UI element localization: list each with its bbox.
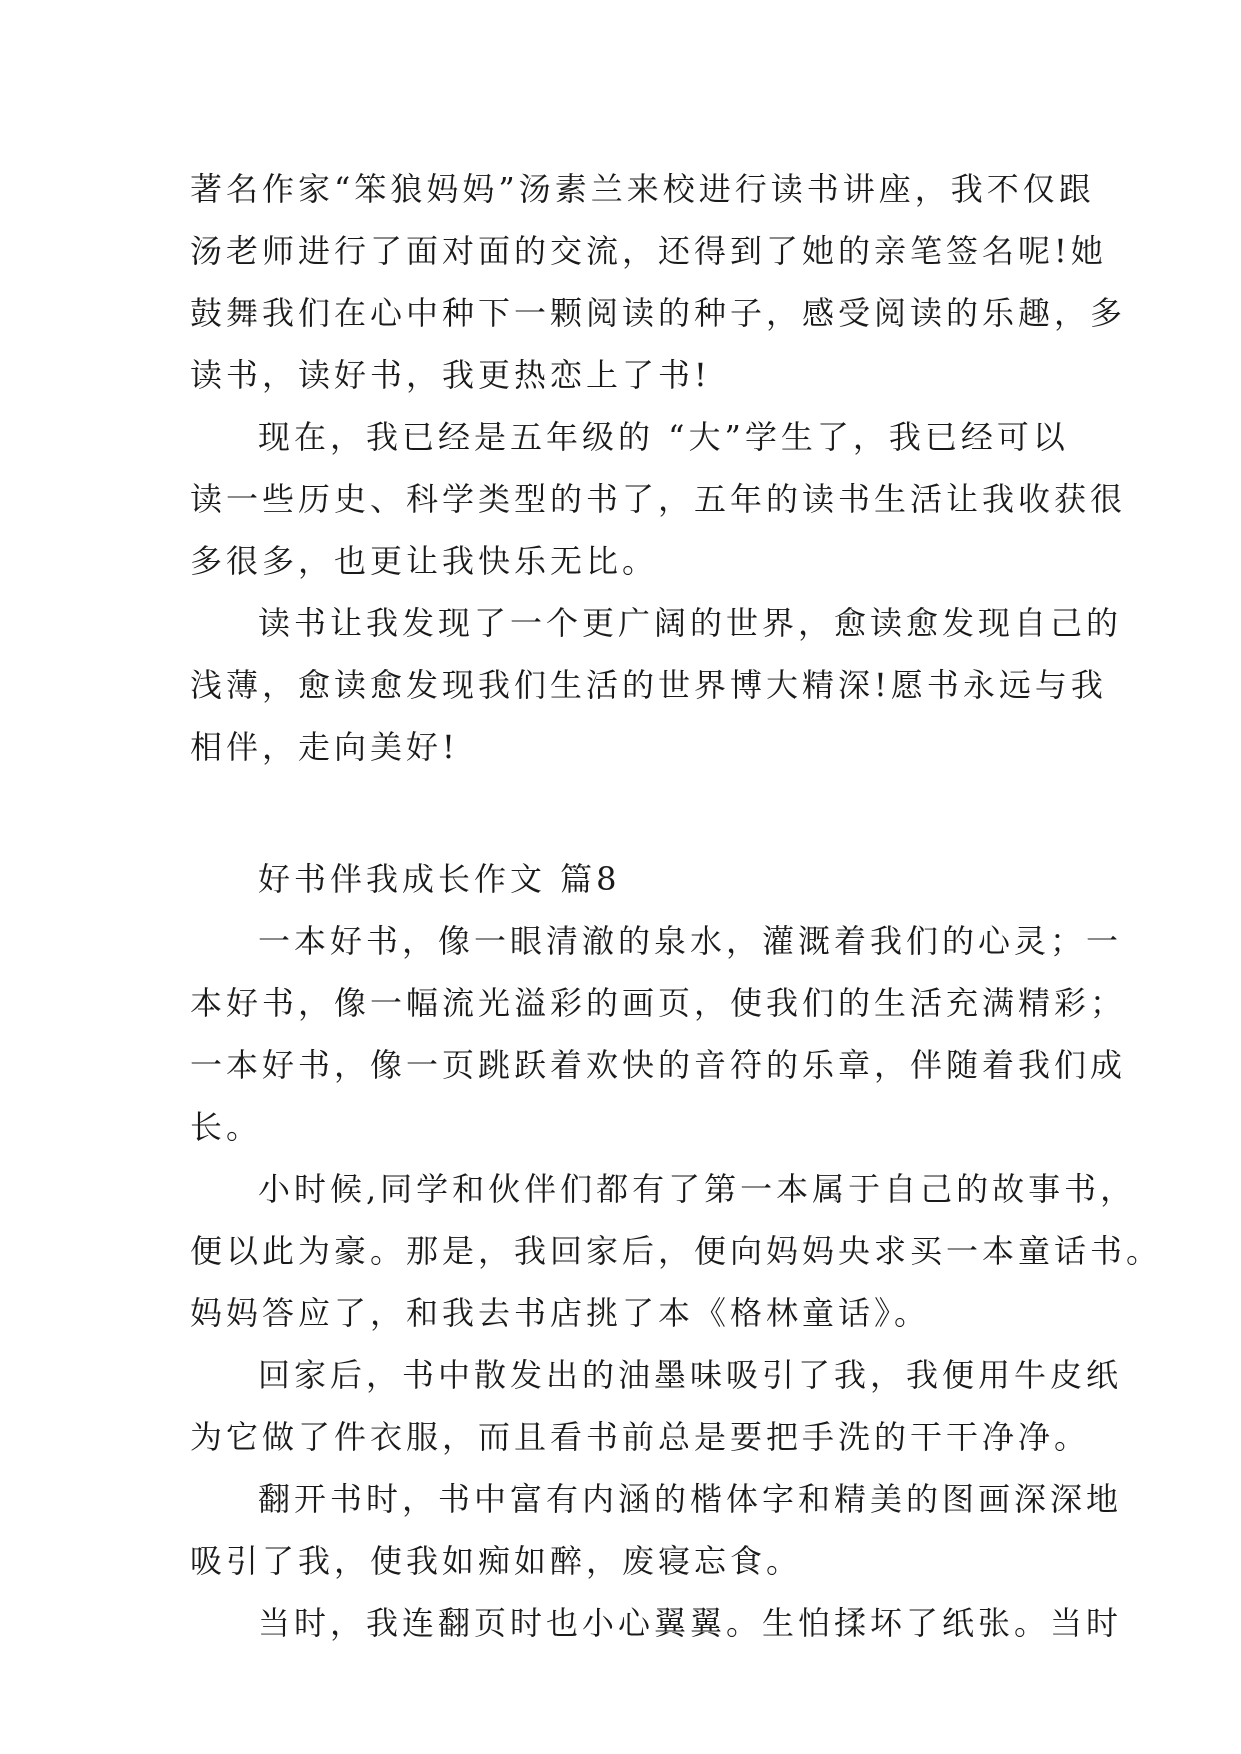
paragraph-line: 小时候,同学和伙伴们都有了第一本属于自己的故事书，	[258, 1170, 1137, 1208]
paragraph-line: 长。	[190, 1108, 263, 1146]
paragraph-line: 吸引了我，使我如痴如醉，废寝忘食。	[190, 1542, 803, 1580]
paragraph-line: 一本好书，像一眼清澈的泉水，灌溉着我们的心灵；一	[258, 922, 1123, 960]
paragraph-line: 读书，读好书，我更热恋上了书!	[190, 356, 711, 394]
paragraph-line: 浅薄，愈读愈发现我们生活的世界博大精深!愿书永远与我	[190, 666, 1107, 704]
paragraph-line: 回家后，书中散发出的油墨味吸引了我，我便用牛皮纸	[258, 1356, 1123, 1394]
paragraph-line: 鼓舞我们在心中种下一颗阅读的种子，感受阅读的乐趣，多	[190, 294, 1127, 332]
paragraph-line: 多很多，也更让我快乐无比。	[190, 542, 659, 580]
paragraph-line: 妈妈答应了，和我去书店挑了本《格林童话》。	[190, 1294, 931, 1332]
paragraph-line: 一本好书，像一页跳跃着欢快的音符的乐章，伴随着我们成	[190, 1046, 1127, 1084]
section-heading: 好书伴我成长作文 篇8	[258, 860, 621, 898]
paragraph-line: 读一些历史、科学类型的书了，五年的读书生活让我收获很	[190, 480, 1127, 518]
paragraph-line: 为它做了件衣服，而且看书前总是要把手洗的干干净净。	[190, 1418, 1091, 1456]
paragraph-line: 当时，我连翻页时也小心翼翼。生怕揉坏了纸张。当时	[258, 1604, 1123, 1642]
paragraph-line: 著名作家“笨狼妈妈”汤素兰来校进行读书讲座，我不仅跟	[190, 170, 1095, 208]
paragraph-line: 读书让我发现了一个更广阔的世界，愈读愈发现自己的	[258, 604, 1123, 642]
document-page	[190, 158, 1163, 1654]
paragraph-line: 现在，我已经是五年级的 “大”学生了，我已经可以	[258, 418, 1069, 456]
paragraph-line: 翻开书时，书中富有内涵的楷体字和精美的图画深深地	[258, 1480, 1123, 1518]
paragraph-line: 本好书，像一幅流光溢彩的画页，使我们的生活充满精彩；	[190, 984, 1127, 1022]
paragraph-line: 汤老师进行了面对面的交流，还得到了她的亲笔签名呢!她	[190, 232, 1107, 270]
paragraph-line: 便以此为豪。那是，我回家后，便向妈妈央求买一本童话书。	[190, 1232, 1163, 1270]
section-gap	[190, 778, 1058, 848]
paragraph-line: 相伴，走向美好!	[190, 728, 459, 766]
